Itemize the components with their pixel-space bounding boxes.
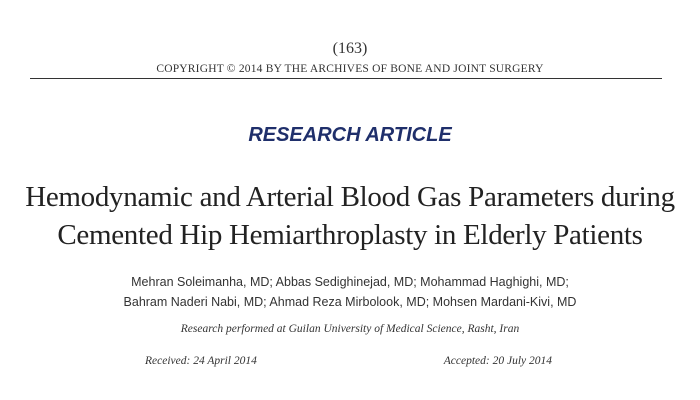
title-line-2: Cemented Hip Hemiarthroplasty in Elderly Patients — [57, 219, 643, 251]
article-title — [0, 178, 700, 254]
title-line-1: Hemodynamic and Arterial Blood Gas Parameters during — [25, 181, 675, 213]
received-date: Received: 24 April 2014 — [145, 355, 257, 367]
author-list — [0, 272, 700, 312]
author-line-1: Mehran Soleimanha, MD; Abbas Sedighinejad, MD; Mohammad Haghighi, MD; — [131, 275, 569, 289]
article-type-label: RESEARCH ARTICLE — [248, 124, 452, 146]
affiliation: Research performed at Guilan University of Medical Science, Rasht, Iran — [180, 323, 520, 335]
page-number: (163) — [332, 40, 368, 57]
copyright-line: COPYRIGHT © 2014 BY THE ARCHIVES OF BONE AND JOINT SURGERY — [156, 63, 544, 75]
author-line-2: Bahram Naderi Nabi, MD; Ahmad Reza Mirbolook, MD; Mohsen Mardani-Kivi, MD — [123, 295, 577, 309]
header-rule — [30, 78, 662, 79]
accepted-date: Accepted: 20 July 2014 — [443, 355, 552, 367]
